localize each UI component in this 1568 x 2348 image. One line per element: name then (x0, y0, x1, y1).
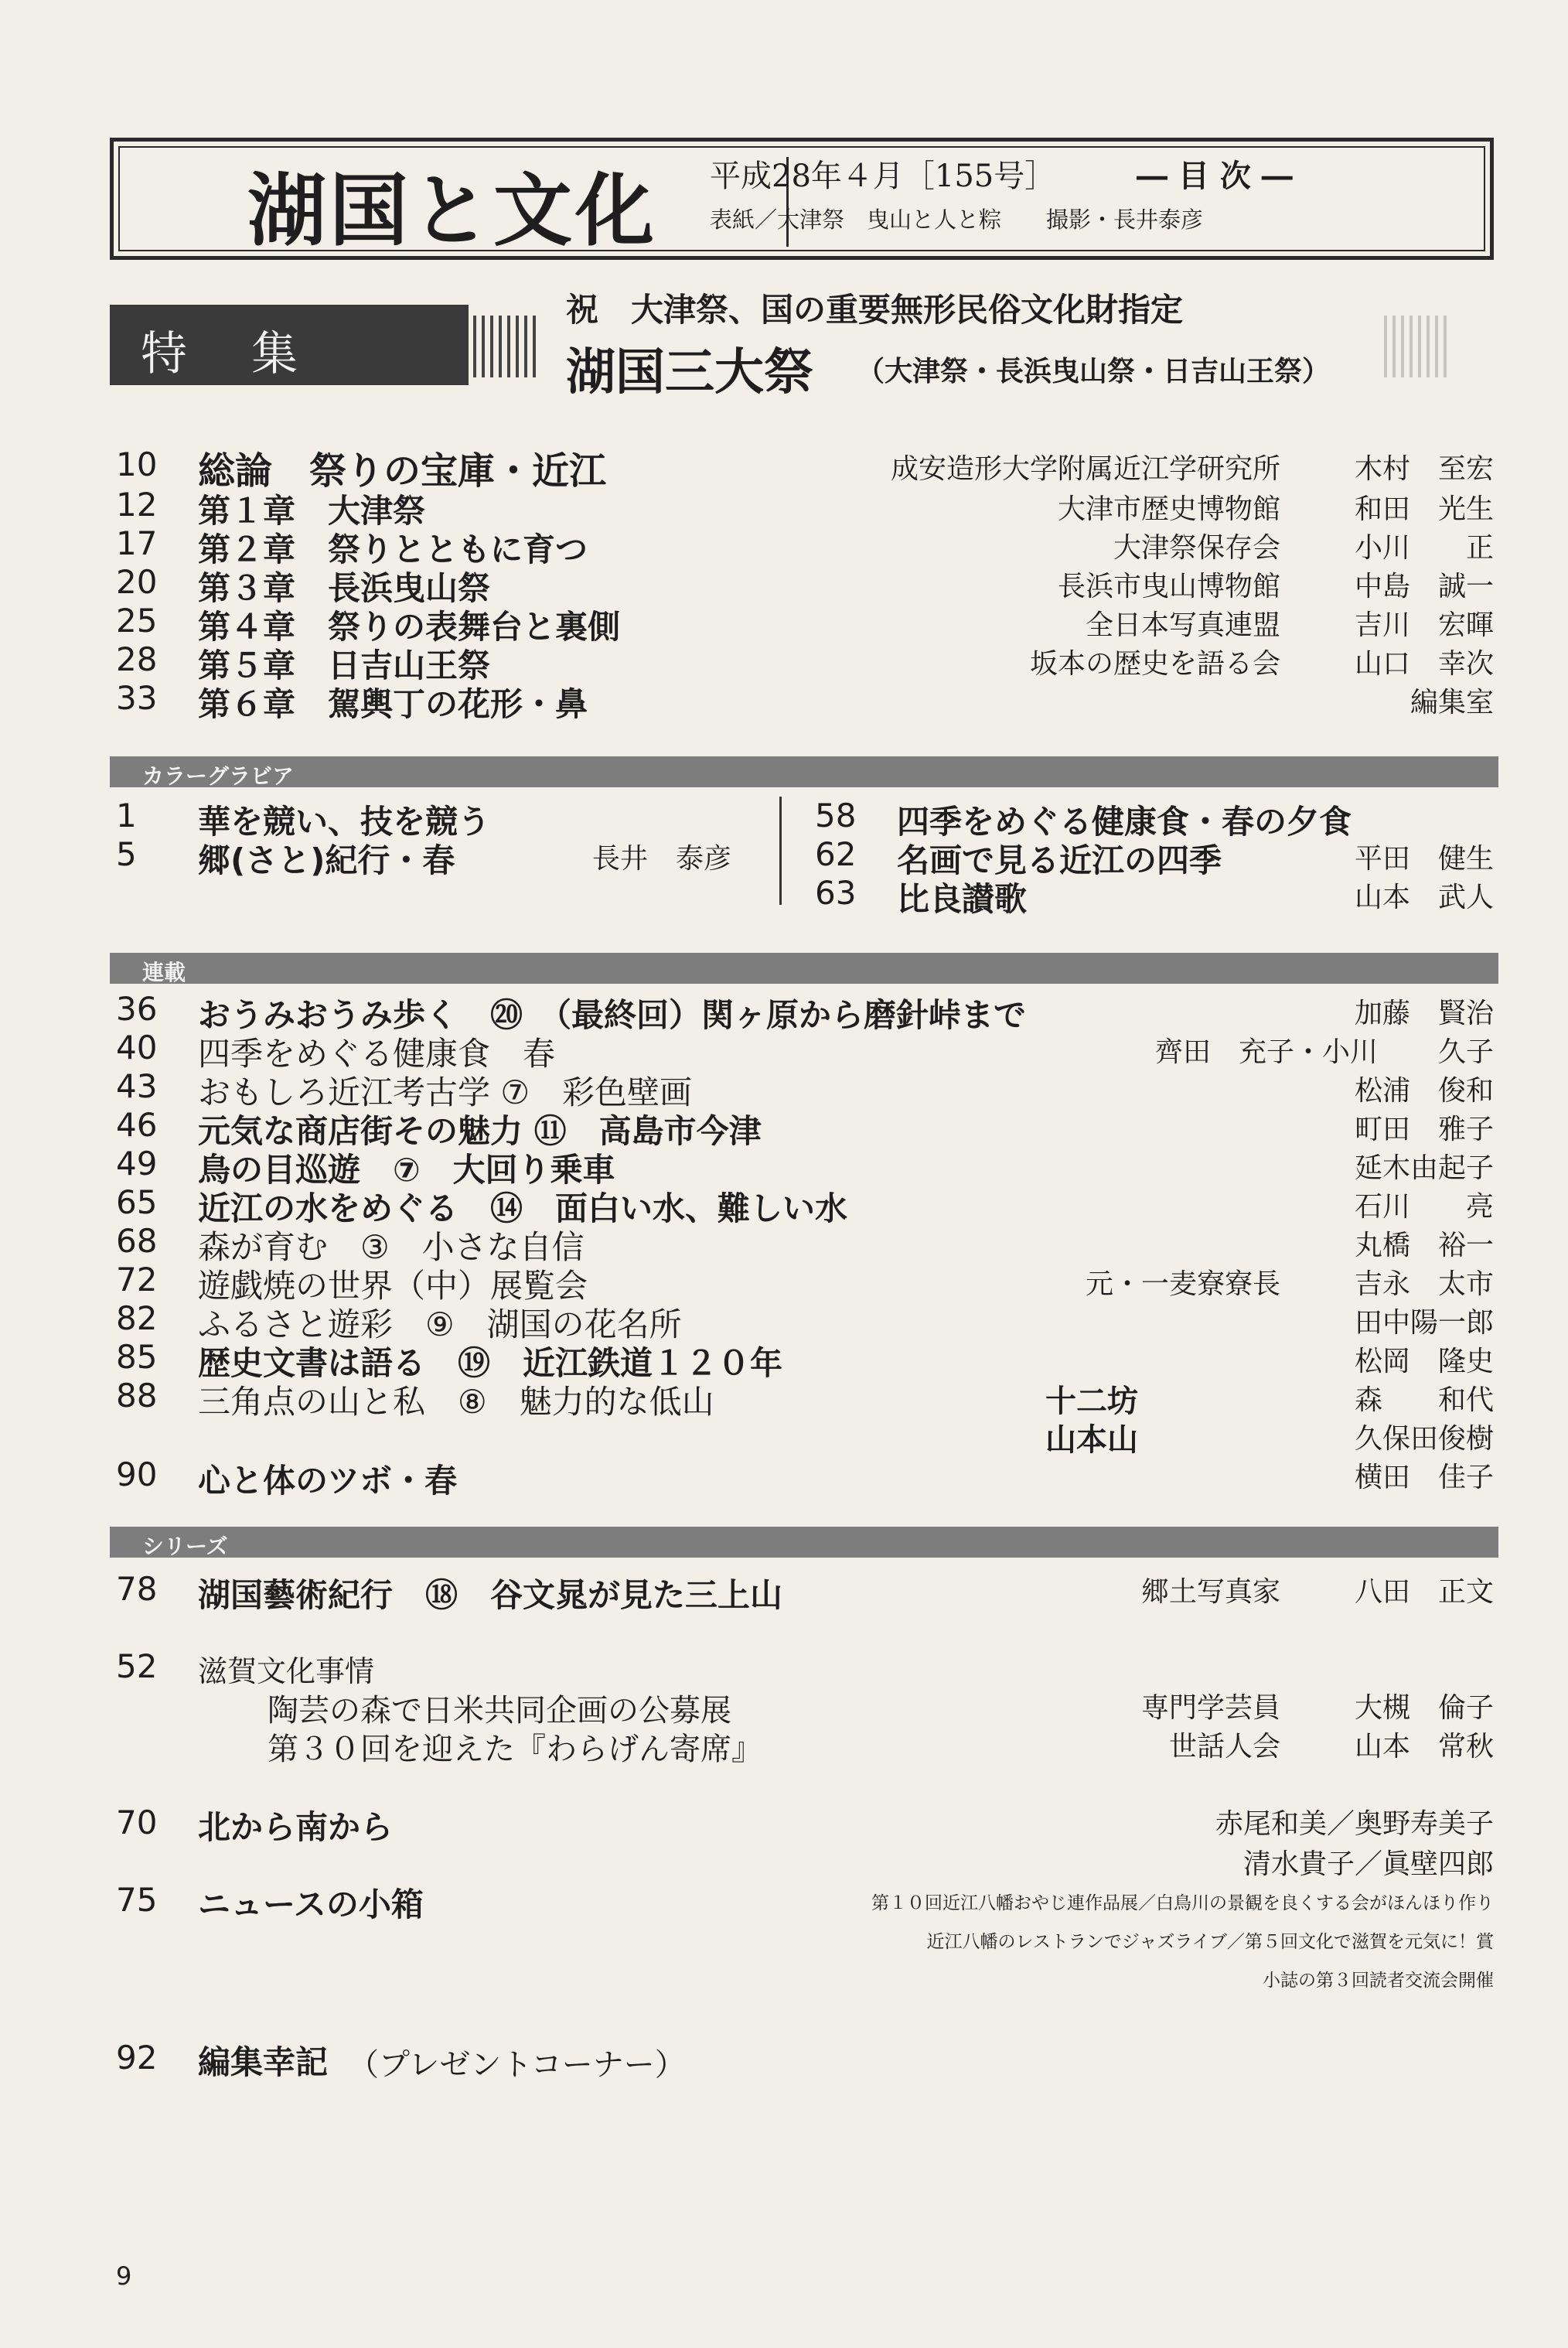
toc-author: 久子 (1437, 1036, 1494, 1068)
toc-title[interactable]: おもしろ近江考古学 ⑦ 彩色壁画 (198, 1073, 693, 1111)
toc-page: 12 (116, 486, 158, 524)
toc-subitem[interactable]: 陶芸の森で日米共同企画の公募展 (268, 1693, 731, 1729)
toc-author: 八田 正文 (1354, 1576, 1494, 1608)
toc-author: 吉永 太市 (1354, 1268, 1494, 1300)
toc-author: 大槻 倫子 (1354, 1692, 1494, 1724)
toc-author: 松浦 俊和 (1354, 1075, 1494, 1107)
magazine-logo: 湖国と文化 (247, 165, 657, 258)
toc-page: 10 (116, 445, 158, 483)
toc-author: 田中陽一郎 (1354, 1307, 1494, 1339)
toc-title[interactable]: 遊戯焼の世界（中）展覧会 (198, 1267, 588, 1305)
toc-page: 58 (815, 797, 857, 834)
section-label-gravure: カラーグラビア (142, 763, 295, 789)
toc-affiliation: 長浜市曳山博物館 (1057, 571, 1280, 602)
toc-title[interactable]: 第４章 祭りの表舞台と裏側 (198, 608, 621, 646)
toc-author: 吉川 宏暉 (1354, 609, 1494, 641)
toc-title[interactable]: 北から南から (198, 1808, 394, 1846)
toc-author: 松岡 隆史 (1354, 1346, 1494, 1377)
toc-mountain-name: 山本山 (1045, 1422, 1138, 1458)
toc-author: 清水貴子／眞壁四郎 (1242, 1848, 1494, 1880)
issue-number: 平成28年４月［155号］ (710, 159, 1056, 194)
toc-affiliation: 大津市歴史博物館 (1057, 493, 1280, 525)
toc-title[interactable]: 心と体のツボ・春 (198, 1462, 458, 1500)
feature-label: 特 集 (141, 327, 323, 381)
toc-page: 46 (116, 1106, 158, 1144)
toc-page: 75 (116, 1881, 158, 1919)
toc-affiliation: 元・一麦寮寮長 (1085, 1268, 1280, 1300)
feature-title: 湖国三大祭 (566, 343, 813, 401)
toc-page: 49 (116, 1145, 158, 1183)
toc-affiliation: 世話人会 (1168, 1731, 1280, 1763)
toc-author: 木村 至宏 (1354, 453, 1494, 485)
page-number: 9 (116, 2261, 132, 2291)
toc-author: 横田 佳子 (1354, 1462, 1494, 1493)
toc-page: 90 (116, 1456, 158, 1493)
toc-page: 62 (815, 835, 857, 873)
toc-title[interactable]: おうみおうみ歩く ⑳ （最終回）関ヶ原から磨針峠まで (198, 996, 1027, 1034)
hatch-decoration-left (473, 316, 540, 377)
toc-title[interactable]: 第２章 祭りとともに育つ (198, 531, 588, 568)
toc-title[interactable]: 第５章 日吉山王祭 (198, 647, 491, 684)
toc-title[interactable]: 名画で見る近江の四季 (897, 841, 1222, 879)
toc-author: 久保田俊樹 (1354, 1423, 1494, 1455)
toc-author: 町田 雅子 (1354, 1114, 1494, 1145)
toc-page: 28 (116, 640, 158, 678)
toc-author: 森 和代 (1354, 1384, 1494, 1416)
section-bar-series (110, 1527, 1498, 1558)
toc-page: 78 (116, 1570, 158, 1608)
section-bar-serial (110, 953, 1498, 984)
toc-affiliation: 郷土写真家 (1140, 1576, 1280, 1608)
toc-title[interactable]: 鳥の目巡遊 ⑦ 大回り乗車 (198, 1151, 615, 1189)
toc-page: 82 (116, 1299, 158, 1337)
toc-title[interactable]: 滋賀文化事情 (198, 1654, 375, 1688)
toc-page: 92 (116, 2039, 158, 2077)
toc-title[interactable]: 総論 祭りの宝庫・近江 (198, 449, 607, 493)
toc-page: 20 (116, 563, 158, 601)
toc-author: 長井 泰彦 (592, 843, 732, 875)
hatch-decoration-right (1384, 316, 1450, 377)
feature-title-paren: （大津祭・長浜曳山祭・日吉山王祭） (857, 355, 1331, 387)
toc-author: 山本 武人 (1354, 882, 1494, 913)
toc-page: 5 (116, 835, 137, 873)
toc-page: 43 (116, 1067, 158, 1105)
toc-title[interactable]: 編集幸記 (198, 2043, 329, 2081)
toc-page: 85 (116, 1338, 158, 1376)
news-item: 近江八幡のレストランでジャズライブ／第５回文化で滋賀を元気に！賞 (926, 1932, 1494, 1952)
toc-page: 88 (116, 1377, 158, 1415)
section-bar-gravure (110, 756, 1498, 787)
section-label-serial: 連載 (142, 960, 186, 985)
toc-author: 中島 誠一 (1354, 571, 1494, 602)
toc-page: 68 (116, 1222, 158, 1260)
toc-author: 赤尾和美／奥野寿美子 (1215, 1808, 1494, 1840)
toc-title[interactable]: 第１章 大津祭 (198, 492, 426, 530)
toc-affiliation: 坂本の歴史を語る会 (1029, 648, 1280, 680)
toc-author: 平田 健生 (1354, 843, 1494, 875)
toc-affiliation: 成安造形大学附属近江学研究所 (890, 453, 1280, 485)
toc-author: 加藤 賢治 (1354, 998, 1494, 1029)
news-item: 第１０回近江八幡おやじ連作品展／白鳥川の景観を良くする会がほんほり作り (871, 1893, 1494, 1913)
toc-affiliation: 齊田 充子・小川 (1154, 1036, 1378, 1068)
toc-page: 36 (116, 990, 158, 1028)
toc-title[interactable]: 郷(さと)紀行・春 (198, 841, 455, 879)
toc-title[interactable]: 四季をめぐる健康食 春 (198, 1035, 556, 1073)
contents-label: ― 目 次 ― (1137, 158, 1293, 194)
toc-author: 山口 幸次 (1354, 648, 1494, 680)
toc-title[interactable]: 歴史文書は語る ⑲ 近江鉄道１２０年 (198, 1344, 783, 1382)
toc-title[interactable]: 湖国藝術紀行 ⑱ 谷文晁が見た三上山 (198, 1576, 783, 1614)
cover-caption: 表紙／大津祭 曳山と人と粽 撮影・長井泰彦 (710, 206, 1204, 233)
toc-author: 山本 常秋 (1354, 1731, 1494, 1763)
toc-title[interactable]: 三角点の山と私 ⑧ 魅力的な低山 (198, 1383, 714, 1421)
toc-title[interactable]: 華を競い、技を競う (198, 803, 491, 841)
toc-author: 延木由起子 (1354, 1152, 1494, 1184)
feature-subtitle: 祝 大津祭、国の重要無形民俗文化財指定 (566, 291, 1184, 329)
toc-author: 小川 正 (1354, 532, 1494, 564)
toc-author: 編集室 (1409, 687, 1494, 718)
toc-title[interactable]: ふるさと遊彩 ⑨ 湖国の花名所 (198, 1305, 682, 1343)
toc-mountain-name: 十二坊 (1045, 1384, 1138, 1419)
toc-subitem[interactable]: 第３０回を迎えた『わらげん寄席』 (268, 1732, 762, 1767)
toc-title[interactable]: 森が育む ③ 小さな自信 (198, 1228, 585, 1266)
toc-author: 丸橋 裕一 (1354, 1230, 1494, 1261)
toc-page: 72 (116, 1261, 158, 1299)
toc-title[interactable]: ニュースの小箱 (198, 1886, 424, 1923)
toc-title-note: （プレゼントコーナー） (348, 2047, 686, 2083)
toc-page: 52 (116, 1647, 158, 1685)
toc-author: 石川 亮 (1354, 1191, 1494, 1223)
toc-page: 40 (116, 1029, 158, 1066)
toc-page: 1 (116, 797, 137, 834)
toc-title[interactable]: 第６章 駕輿丁の花形・鼻 (198, 685, 588, 723)
toc-title[interactable]: 比良讃歌 (897, 880, 1028, 918)
toc-page: 17 (116, 524, 158, 562)
toc-page: 63 (815, 874, 857, 912)
toc-title[interactable]: 第３章 長浜曳山祭 (198, 569, 491, 607)
toc-page: 25 (116, 602, 158, 640)
toc-title[interactable]: 近江の水をめぐる ⑭ 面白い水、難しい水 (198, 1189, 848, 1227)
toc-affiliation: 専門学芸員 (1140, 1692, 1280, 1724)
toc-affiliation: 全日本写真連盟 (1085, 609, 1280, 641)
toc-title[interactable]: 元気な商店街その魅力 ⑪ 高島市今津 (198, 1112, 762, 1150)
gravure-column-divider (779, 797, 782, 905)
toc-page: 65 (116, 1183, 158, 1221)
toc-affiliation: 大津祭保存会 (1113, 532, 1280, 564)
toc-title[interactable]: 四季をめぐる健康食・春の夕食 (897, 803, 1352, 841)
section-label-series: シリーズ (142, 1534, 228, 1559)
toc-page: 33 (116, 679, 158, 717)
toc-page: 70 (116, 1804, 158, 1841)
toc-author: 和田 光生 (1354, 493, 1494, 525)
news-item: 小誌の第３回読者交流会開催 (1263, 1971, 1494, 1991)
